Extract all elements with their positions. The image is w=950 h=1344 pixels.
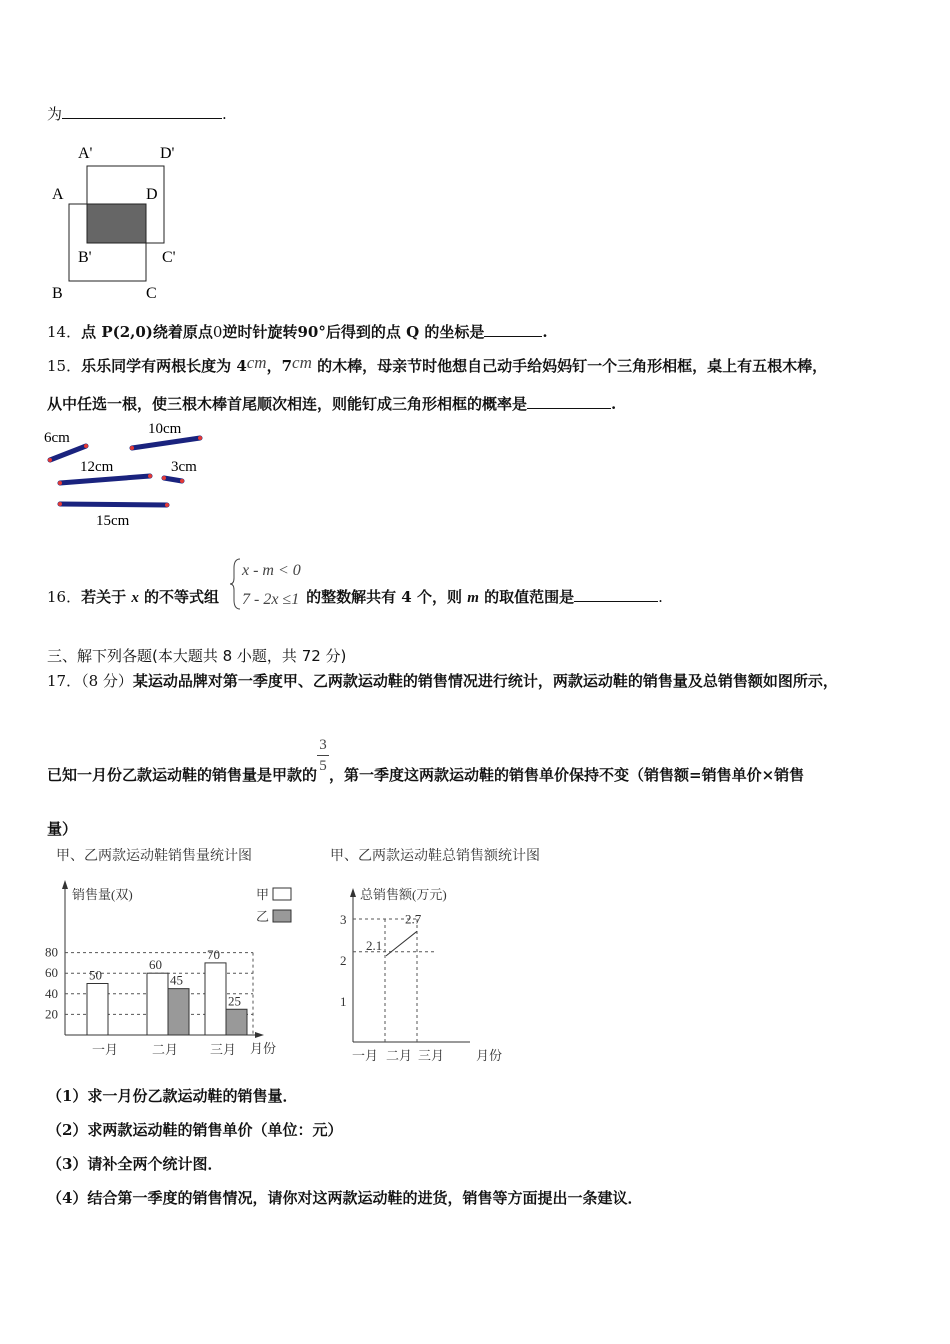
q15-text: 乐乐同学有两根长度为 <box>81 357 237 375</box>
stick-label-15cm: 15cm <box>96 513 130 529</box>
chart2-title: 甲、乙两款运动鞋总销售额统计图 <box>330 849 540 864</box>
q14-text: 逆时针旋转 <box>222 323 298 341</box>
q14-origin: 0 <box>212 323 223 341</box>
label-d-prime: D' <box>160 145 175 162</box>
sales-amount-line-chart <box>320 842 550 1067</box>
q17-line1 <box>47 670 838 691</box>
q15-unit: cm <box>292 353 312 372</box>
q14-suffix: . <box>542 323 548 341</box>
chart2-x-label: 月份 <box>476 1048 503 1063</box>
q17-fraction <box>317 736 329 775</box>
q14-number: 14． <box>47 323 82 341</box>
q16-text: 个，则 <box>411 588 468 606</box>
q15-sticks-figure <box>40 418 220 533</box>
chart1-value-label: 70 <box>207 946 220 962</box>
q15-length-2: 7 <box>281 357 293 375</box>
stick-label-3cm: 3cm <box>171 459 197 475</box>
stick-3cm <box>164 478 182 481</box>
stick-15cm <box>60 504 167 505</box>
chart1-ytick-20: 20 <box>45 1006 58 1022</box>
chart2-ytick-1: 1 <box>340 994 347 1009</box>
legend-jia-box <box>273 888 291 900</box>
fraction-numerator: 3 <box>319 737 327 753</box>
chart1-bar-甲-二月 <box>147 973 168 1035</box>
chart1-value-label: 25 <box>228 993 241 1009</box>
q16-text: 的整数解共有 <box>306 588 402 606</box>
q16-eq1: x - m < 0 <box>242 562 301 579</box>
legend-yi-label: 乙 <box>256 909 270 924</box>
chart1-ytick-80: 80 <box>45 944 58 960</box>
q17-number: 17． <box>47 672 82 690</box>
q15-line2 <box>47 393 616 414</box>
q13-square-figure <box>40 138 200 308</box>
q14 <box>47 321 548 342</box>
q15-text: 的木棒，母亲节时他想自己动手给妈妈钉一个三角形相框，桌上有五根木棒， <box>311 357 828 375</box>
chart2-ytick-2: 2 <box>340 953 347 968</box>
q16-text: 若关于 <box>81 588 132 606</box>
label-d: D <box>146 186 158 203</box>
q14-text: 绕着原点 <box>152 323 213 341</box>
stick-label-10cm: 10cm <box>148 421 182 437</box>
q16-var-x: x <box>131 590 139 606</box>
chart1-category-0: 一月 <box>92 1042 119 1057</box>
q14-text: 的坐标是 <box>419 323 485 341</box>
q14-text: 点 <box>81 323 102 341</box>
q13-prefix: 为 <box>47 105 63 123</box>
overlap-shaded <box>87 204 146 243</box>
q16-text: 的取值范围是 <box>478 588 575 606</box>
chart1-ytick-60: 60 <box>45 965 58 981</box>
q14-angle: 90° <box>297 323 326 341</box>
label-a-prime: A' <box>78 145 93 162</box>
q15-text: 从中任选一根，使三根木棒首尾顺次相连，则能钉成三角形相框的概率是 <box>47 395 528 413</box>
chart1-bar-甲-一月 <box>87 984 108 1036</box>
q17-sub-1: （1）求一月份乙款运动鞋的销售量． <box>47 1087 298 1105</box>
chart1-x-label: 月份 <box>250 1041 277 1056</box>
chart2-ytick-3: 3 <box>340 912 347 927</box>
q14-text: 后得到的点 <box>325 323 407 341</box>
q17-sub-2: （2）求两款运动鞋的销售单价（单位：元） <box>47 1121 343 1139</box>
fraction-denominator: 5 <box>319 758 327 774</box>
q15-number: 15． <box>47 357 82 375</box>
q14-point: P(2,0) <box>101 323 153 341</box>
q17-line2 <box>47 730 805 784</box>
q17-sub-3: （3）请补全两个统计图． <box>47 1155 223 1173</box>
chart1-bar-乙-三月 <box>226 1009 247 1035</box>
chart1-value-label: 60 <box>149 957 162 973</box>
stick-label-12cm: 12cm <box>80 459 114 475</box>
label-a: A <box>52 186 64 203</box>
label-c-prime: C' <box>162 249 176 266</box>
legend-yi-box <box>273 910 291 922</box>
q15-length-1: 4 <box>236 357 247 375</box>
stick-10cm <box>132 438 200 448</box>
q16-blank <box>574 587 658 602</box>
q16-inequality-system <box>230 556 320 612</box>
q16-text: 的不等式组 <box>138 588 220 606</box>
q17-text: 已知一月份乙款运动鞋的销售量是甲款的 <box>47 765 318 784</box>
chart1-y-label: 销售量(双) <box>72 887 133 902</box>
chart2-category-2: 三月 <box>418 1048 445 1063</box>
chart2-category-1: 二月 <box>386 1048 413 1063</box>
q16-number: 16． <box>47 588 82 606</box>
q16 <box>47 586 663 607</box>
chart1-value-label: 50 <box>89 967 102 983</box>
sales-volume-bar-chart <box>40 842 300 1067</box>
q16-var-m: m <box>467 590 479 606</box>
chart2-y-label: 总销售额(万元) <box>360 887 447 902</box>
q15-suffix: . <box>611 395 617 413</box>
chart1-bar-乙-二月 <box>168 989 189 1035</box>
q13-answer-line <box>47 103 227 124</box>
chart1-title: 甲、乙两款运动鞋销售量统计图 <box>56 849 252 864</box>
label-b: B <box>52 285 63 302</box>
chart2-category-0: 一月 <box>352 1048 379 1063</box>
q15-unit: cm <box>246 353 267 372</box>
q16-suffix: . <box>658 588 663 606</box>
q13-suffix: . <box>222 105 227 123</box>
section-3-title: 三、解下列各题(本大题共 8 小题，共 72 分) <box>47 647 347 665</box>
chart1-ytick-40: 40 <box>45 985 58 1001</box>
legend-jia-label: 甲 <box>256 887 270 902</box>
q13-blank <box>62 104 222 119</box>
stick-6cm <box>50 446 86 460</box>
chart1-category-1: 二月 <box>152 1042 179 1057</box>
stick-label-6cm: 6cm <box>44 430 70 446</box>
q14-blank <box>484 322 542 337</box>
q16-eq2: 7 - 2x ≤1 <box>242 591 300 608</box>
chart2-value-label: 2.7 <box>405 911 422 927</box>
q15-line1 <box>47 355 827 376</box>
label-b-prime: B' <box>78 249 92 266</box>
q17-text: 某运动品牌对第一季度甲、乙两款运动鞋的销售情况进行统计，两款运动鞋的销售量及总销售额如图所示， <box>132 672 838 690</box>
q14-q: Q <box>406 323 420 341</box>
q15-text: ， <box>266 357 282 375</box>
chart1-bar-甲-三月 <box>205 963 226 1035</box>
q17-line3: 量） <box>47 820 78 838</box>
q17-sub-4: （4）结合第一季度的销售情况，请你对这两款运动鞋的进货，销售等方面提出一条建议． <box>47 1189 643 1207</box>
chart1-category-2: 三月 <box>210 1042 237 1057</box>
stick-12cm <box>60 476 150 483</box>
chart1-value-label: 45 <box>170 972 183 988</box>
q17-text: ，第一季度这两款运动鞋的销售单价保持不变（销售额=销售单价×销售 <box>329 765 805 784</box>
q16-count: 4 <box>401 588 412 606</box>
label-c: C <box>146 285 157 302</box>
q17-points: （8 分） <box>81 672 133 690</box>
chart2-value-label: 2.1 <box>366 937 383 953</box>
q15-blank <box>527 394 611 409</box>
